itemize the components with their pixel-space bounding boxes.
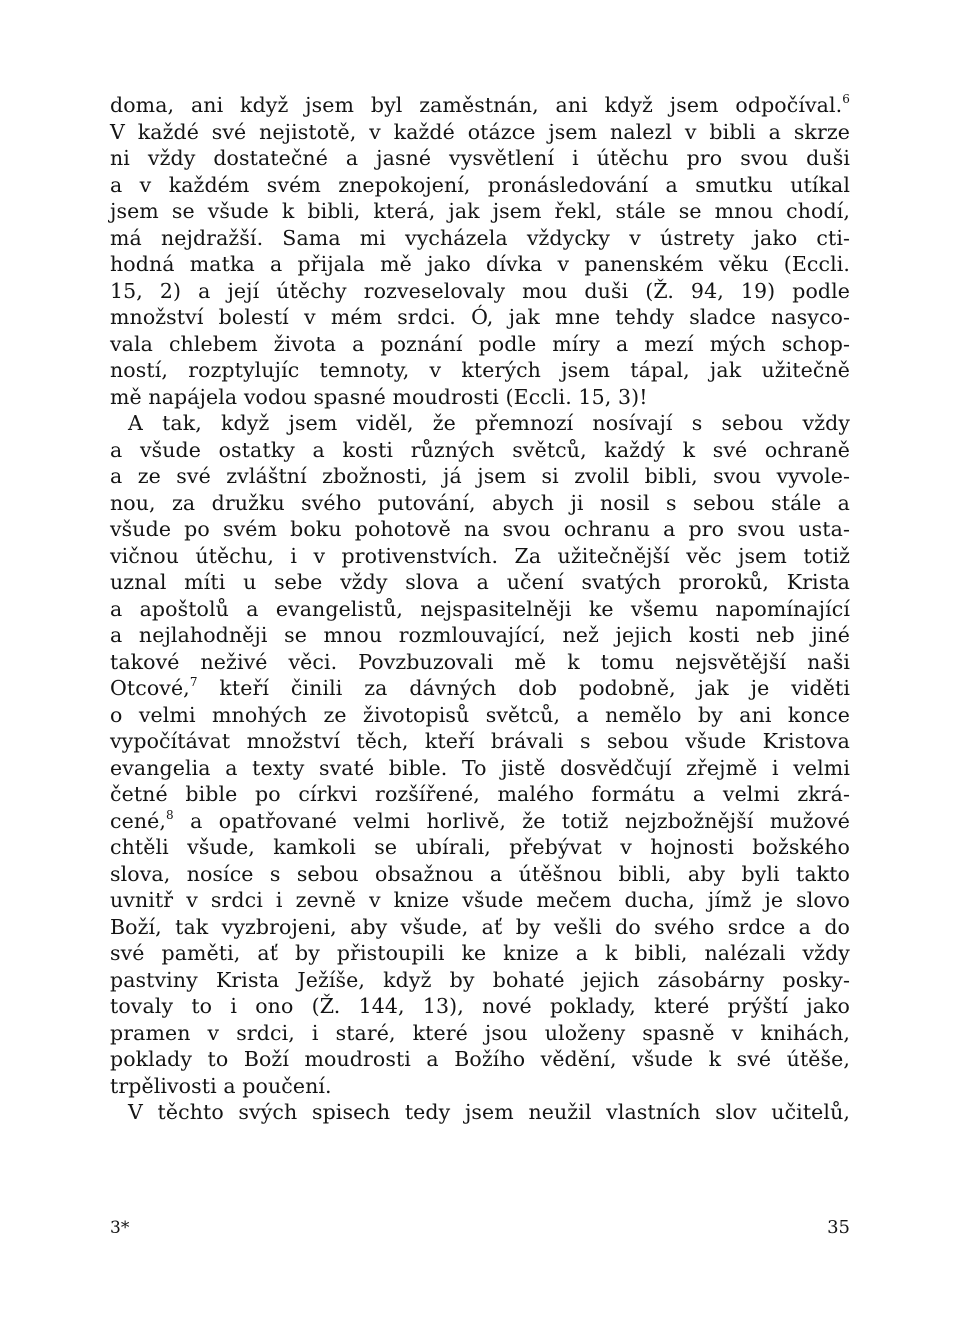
line-text: a ze své zvláštní zbožnosti, já jsem si zvolil bibli, svou vyvole- xyxy=(110,464,850,488)
footnote-marker: 7 xyxy=(189,675,198,689)
text-line xyxy=(110,357,850,384)
line-text: pastviny Krista Ježíše, když by bohaté jejich zásobárny posky- xyxy=(110,967,850,992)
text-line xyxy=(110,622,850,649)
line-text: vičnou útěchu, i v protivenstvích. Za užitečnější věc jsem totiž xyxy=(110,543,850,568)
line-text: uznal míti u sebe vždy slova a učení svatých proroků, Krista xyxy=(110,570,850,594)
page-footer xyxy=(110,1214,850,1242)
text-line xyxy=(110,1073,850,1100)
line-text: četné bible po církvi rozšířené, malého formátu a velmi zkrá- xyxy=(110,782,850,806)
line-text: ni vždy dostatečné a jasné vysvětlení i útěchu pro svou duši xyxy=(110,146,850,170)
text-line xyxy=(110,649,850,676)
text-line xyxy=(110,463,850,490)
line-text: a v každém svém znepokojení, pronásledování a smutku utíkal xyxy=(110,172,850,197)
text-line xyxy=(110,940,850,967)
text-line xyxy=(110,728,850,755)
text-line xyxy=(110,198,850,225)
text-line xyxy=(110,781,850,808)
page-number: 35 xyxy=(827,1217,850,1238)
line-text: vala chlebem života a poznání podle míry a mezí mých schop- xyxy=(110,331,850,356)
text-line xyxy=(110,437,850,464)
line-text: V každé své nejistotě, v každé otázce jsem nalezl v bibli a skrze xyxy=(110,119,850,144)
line-text: slova, nosíce s sebou obsažnou a útěšnou bibli, aby byli takto xyxy=(110,861,850,886)
line-text: A tak, když jsem viděl, že přemnozí nosívají s sebou vždy xyxy=(128,411,850,435)
text-line xyxy=(110,755,850,782)
line-text-continuation: a opatřované velmi horlivě, že totiž nejzbožnější mužové xyxy=(173,808,850,833)
text-line xyxy=(110,172,850,199)
text-line xyxy=(110,384,850,411)
text-line xyxy=(110,516,850,543)
text-line xyxy=(110,1099,850,1126)
footnote-marker: 8 xyxy=(165,807,174,822)
text-line xyxy=(110,1020,850,1047)
text-line xyxy=(110,967,850,994)
footnote-marker: 6 xyxy=(842,92,850,106)
text-line xyxy=(110,225,850,252)
line-text: pramen v srdci, i staré, které jsou uloženy spasně v knihách, xyxy=(110,1020,850,1045)
line-text: 15, 2) a její útěchy rozveselovaly mou duši (Ž. 94, 19) podle xyxy=(110,278,850,303)
line-text: Otcové, xyxy=(110,676,190,700)
text-line xyxy=(110,569,850,596)
text-line xyxy=(110,834,850,861)
line-text: tovaly to i ono (Ž. 144, 13), nové poklady, které prýští jako xyxy=(110,994,850,1018)
text-line xyxy=(110,702,850,729)
line-text: jsem se všude k bibli, která, jak jsem řekl, stále se mnou chodí, xyxy=(110,199,850,223)
text-line xyxy=(110,490,850,517)
line-text: cené, xyxy=(110,808,166,833)
line-text: všude po svém boku pohotově na svou ochranu a pro svou usta- xyxy=(110,517,850,541)
text-line xyxy=(110,543,850,570)
line-text: takové neživé věci. Povzbuzovali mě k tomu nejsvětější naši xyxy=(110,649,850,674)
line-text: evangelia a texty svaté bible. To jistě dosvědčují zřejmě i velmi xyxy=(110,755,850,780)
text-line xyxy=(110,251,850,278)
line-text: vypočítávat množství těch, kteří brávali s sebou všude Kristova xyxy=(110,729,850,753)
text-line xyxy=(110,145,850,172)
line-text: a nejlahodněji se mnou rozmlouvající, než jejich kosti neb jiné xyxy=(110,623,850,647)
line-text: V těchto svých spisech tedy jsem neužil vlastních slov učitelů, xyxy=(128,1100,850,1124)
line-text: doma, ani když jsem byl zaměstnán, ani když jsem odpočíval. xyxy=(110,93,843,117)
line-text: množství bolestí v mém srdci. Ó, jak mne tehdy sladce nasyco- xyxy=(110,305,850,329)
line-text: své paměti, ať by přistoupili ke knize a k bibli, nalézali vždy xyxy=(110,941,850,965)
signature-mark: 3* xyxy=(110,1218,130,1238)
body-text xyxy=(110,92,850,1126)
line-text: Boží, tak vyzbrojeni, aby všude, ať by vešli do svého srdce a do xyxy=(110,914,850,939)
text-line xyxy=(110,304,850,331)
text-line xyxy=(110,861,850,888)
line-text: poklady to Boží moudrosti a Božího vědění, všude k své útěše, xyxy=(110,1047,850,1071)
text-line xyxy=(110,119,850,146)
line-text: nou, za družku svého putování, abych ji nosil s sebou stále a xyxy=(110,490,850,515)
line-text: trpělivosti a poučení. xyxy=(110,1073,332,1098)
text-line xyxy=(110,675,850,702)
line-text: mě napájela vodou spasné moudrosti (Eccli. 15, 3)! xyxy=(110,384,648,409)
line-text: hodná matka a přijala mě jako dívka v panenském věku (Eccli. xyxy=(110,252,850,276)
text-line xyxy=(110,331,850,358)
text-line xyxy=(110,596,850,623)
line-text: ností, rozptylujíc temnoty, v kterých jsem tápal, jak užitečně xyxy=(110,358,850,382)
line-text-continuation: kteří činili za dávných dob podobně, jak je viděti xyxy=(197,676,850,700)
text-line xyxy=(110,410,850,437)
line-text: má nejdražší. Sama mi vycházela vždycky v ústrety jako cti- xyxy=(110,225,850,250)
text-line xyxy=(110,887,850,914)
line-text: a všude ostatky a kosti různých světců, každý k své ochraně xyxy=(110,437,850,462)
line-text: o velmi mnohých ze životopisů světců, a nemělo by ani konce xyxy=(110,702,850,727)
text-line xyxy=(110,278,850,305)
line-text: a apoštolů a evangelistů, nejspasitelněji ke všemu napomínající xyxy=(110,596,850,621)
text-line xyxy=(110,808,850,835)
line-text: uvnitř v srdci i zevně v knize všude mečem ducha, jímž je slovo xyxy=(110,888,850,912)
text-line xyxy=(110,993,850,1020)
text-line xyxy=(110,92,850,119)
text-line xyxy=(110,1046,850,1073)
line-text: chtěli všude, kamkoli se ubírali, přebývat v hojnosti božského xyxy=(110,835,850,859)
text-line xyxy=(110,914,850,941)
